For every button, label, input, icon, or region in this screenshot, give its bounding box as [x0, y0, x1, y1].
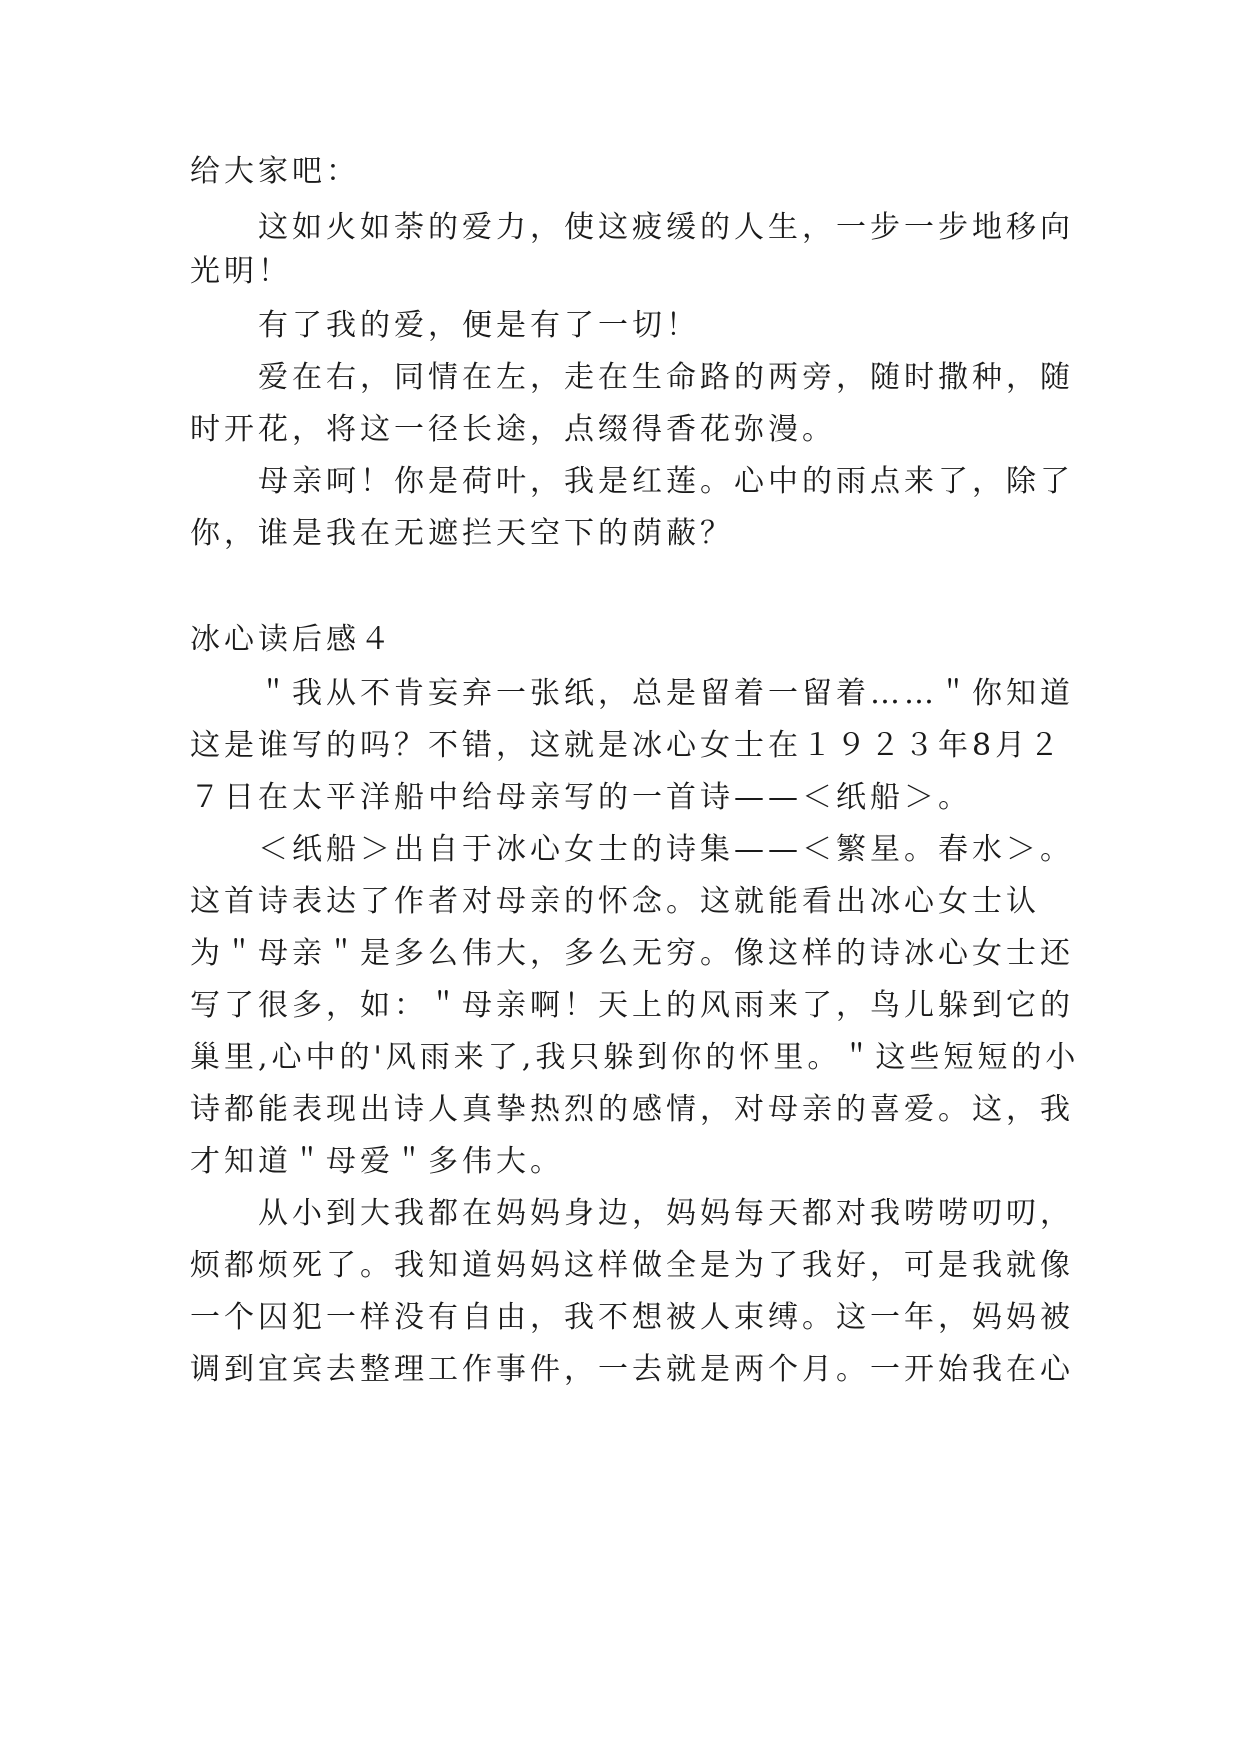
text-line: ７日在太平洋船中给母亲写的一首诗——＜纸船＞。: [190, 780, 972, 815]
paragraph-first-line: 从小到大我都在妈妈身边，妈妈每天都对我唠唠叨叨，: [258, 1196, 1074, 1231]
section-heading: 冰心读后感４: [190, 622, 394, 657]
text-line: 一个囚犯一样没有自由，我不想被人束缚。这一年，妈妈被: [190, 1300, 1074, 1335]
text-line: 你，谁是我在无遮拦天空下的荫蔽？: [190, 516, 734, 551]
text-line: 为＂母亲＂是多么伟大，多么无穷。像这样的诗冰心女士还: [190, 936, 1074, 971]
text-line: 烦都烦死了。我知道妈妈这样做全是为了我好，可是我就像: [190, 1248, 1074, 1283]
paragraph-first-line: 爱在右，同情在左，走在生命路的两旁，随时撒种，随: [258, 360, 1074, 395]
text-line: 时开花，将这一径长途，点缀得香花弥漫。: [190, 412, 836, 447]
text-line: 光明！: [190, 254, 292, 289]
text-line: 这是谁写的吗？不错，这就是冰心女士在１９２３年8月２: [190, 728, 1064, 763]
text-line: 调到宜宾去整理工作事件，一去就是两个月。一开始我在心: [190, 1352, 1074, 1387]
text-line: 给大家吧：: [190, 154, 360, 189]
text-line: 才知道＂母爱＂多伟大。: [190, 1144, 564, 1179]
text-line: 巢里,心中的'风雨来了,我只躲到你的怀里。＂这些短短的小: [190, 1040, 1080, 1075]
paragraph-first-line: 有了我的爱，便是有了一切！: [258, 308, 700, 343]
text-line: 这首诗表达了作者对母亲的怀念。这就能看出冰心女士认: [190, 884, 1040, 919]
paragraph-first-line: 这如火如荼的爱力，使这疲缓的人生，一步一步地移向: [258, 210, 1074, 245]
paragraph-first-line: ＂我从不肯妄弃一张纸，总是留着一留着……＂你知道: [258, 676, 1074, 711]
text-line: 诗都能表现出诗人真挚热烈的感情，对母亲的喜爱。这，我: [190, 1092, 1074, 1127]
paragraph-first-line: ＜纸船＞出自于冰心女士的诗集——＜繁星。春水＞。: [258, 832, 1074, 867]
text-line: 写了很多，如：＂母亲啊！天上的风雨来了，鸟儿躲到它的: [190, 988, 1074, 1023]
paragraph-first-line: 母亲呵！你是荷叶，我是红莲。心中的雨点来了，除了: [258, 464, 1074, 499]
